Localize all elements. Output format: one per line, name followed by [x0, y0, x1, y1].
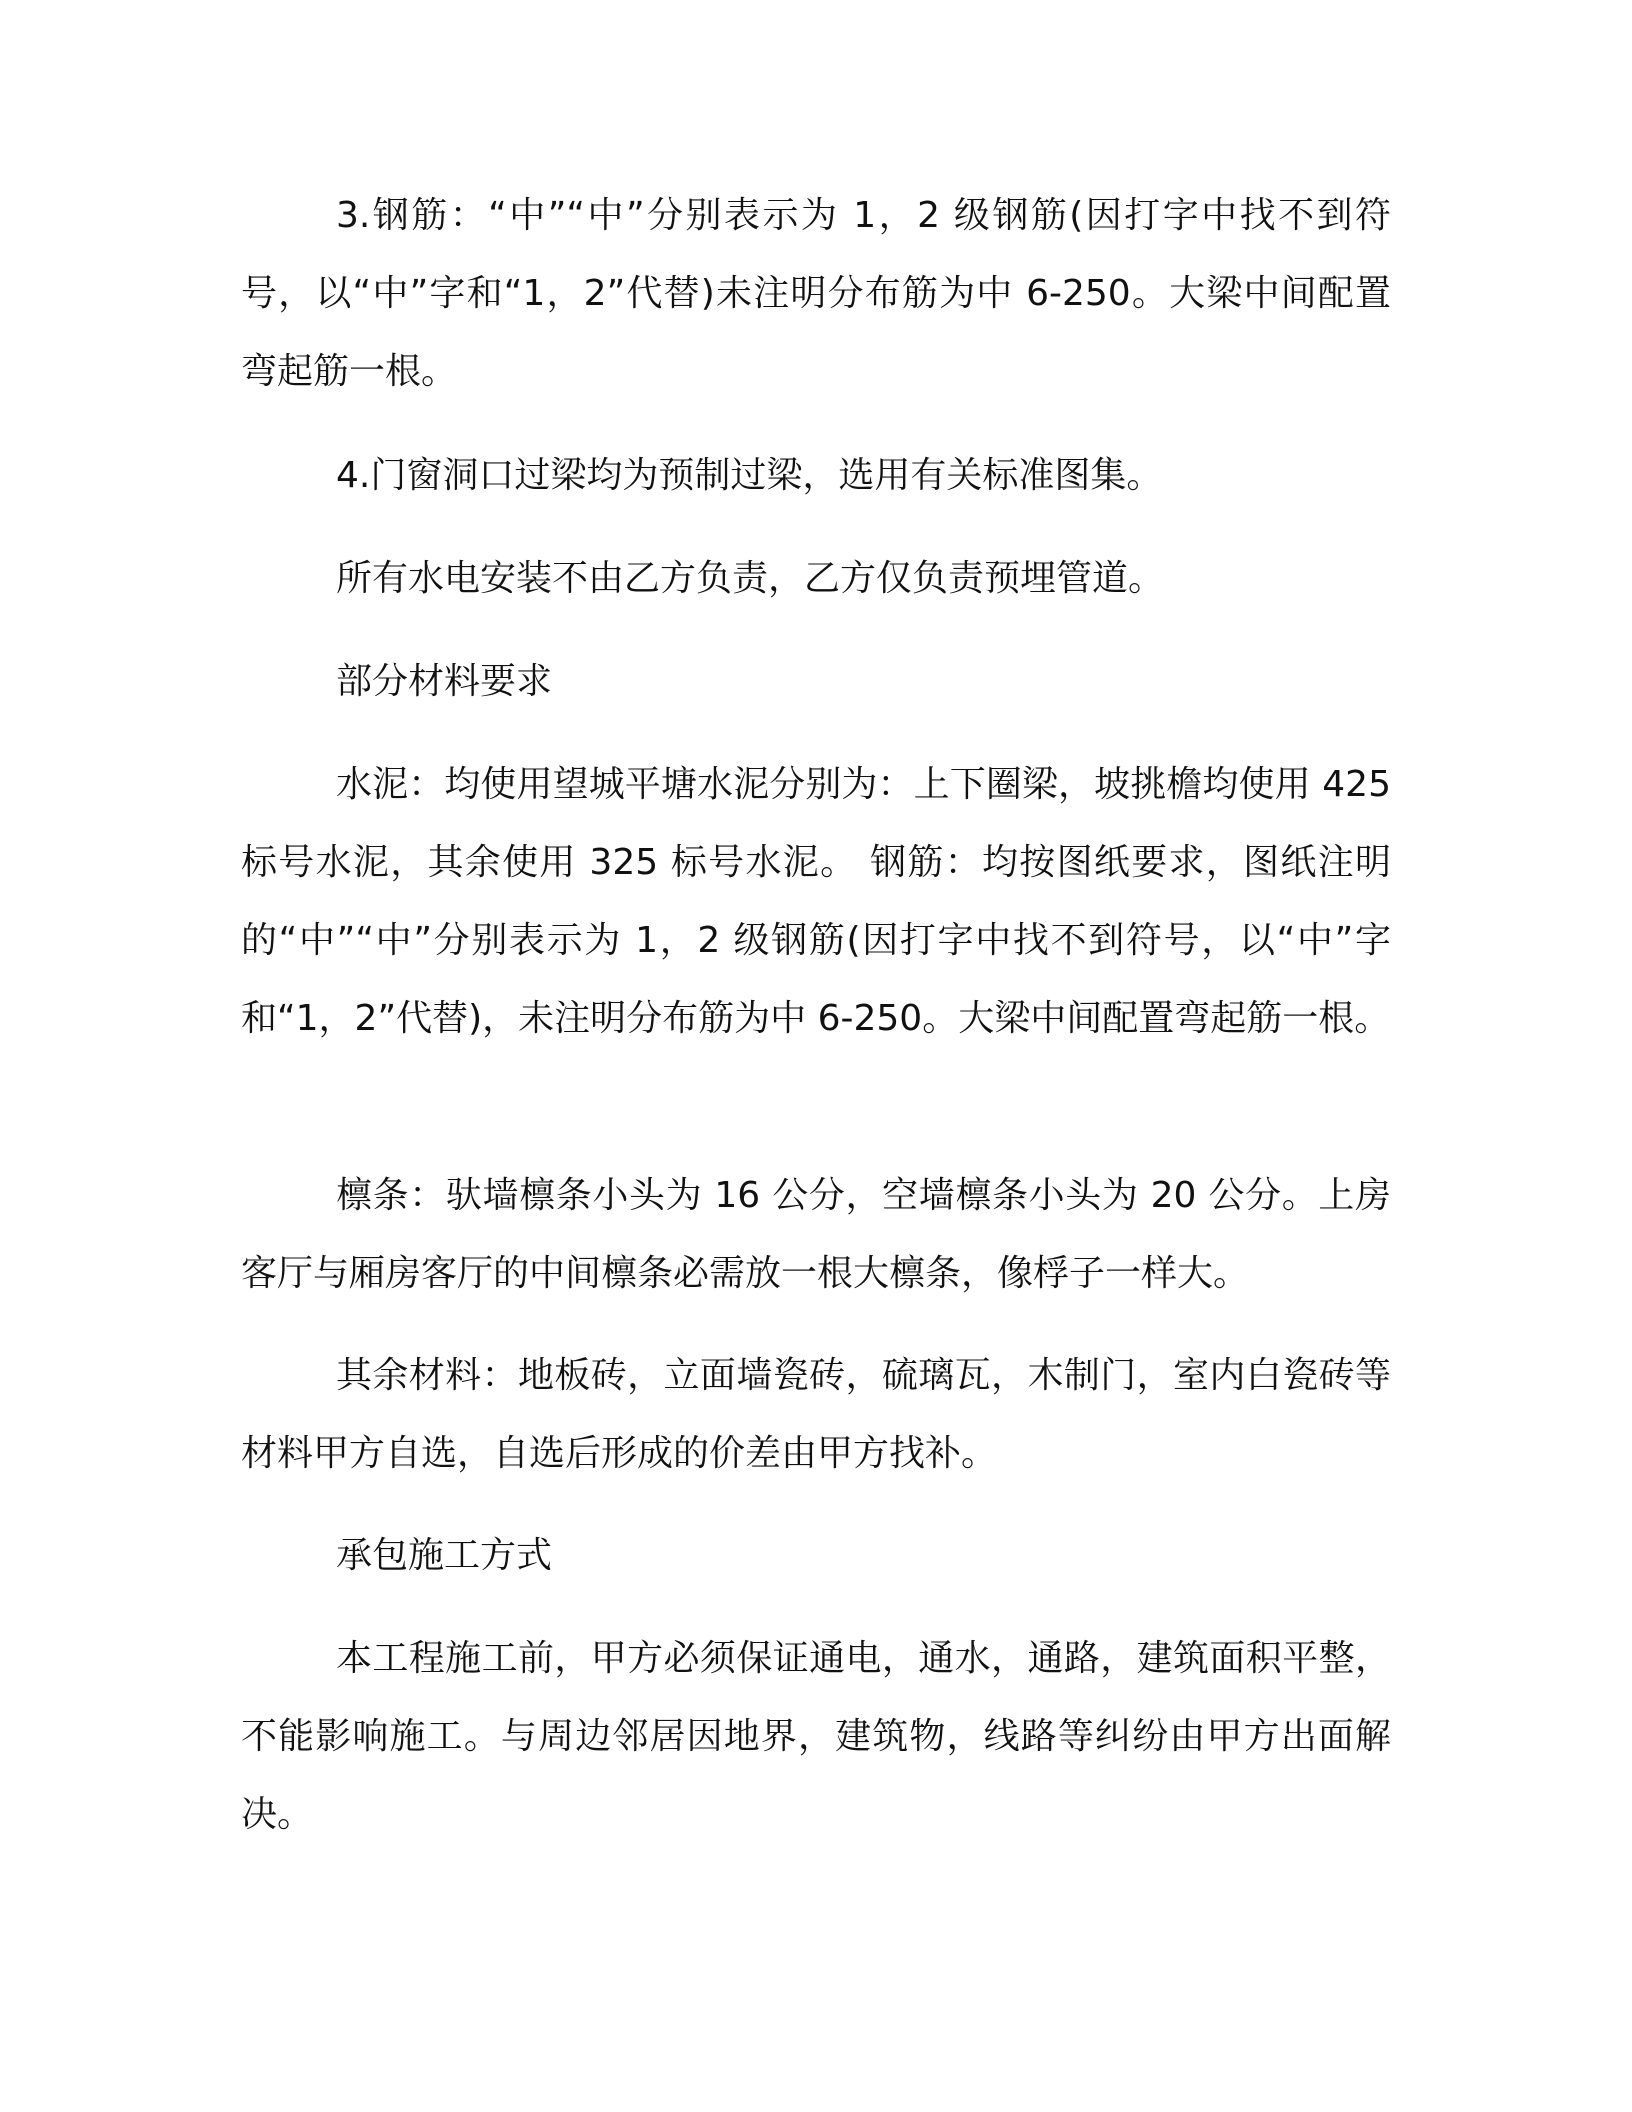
paragraph-rebar: 3.钢筋：“中”“中”分别表示为 1，2 级钢筋(因打字中找不到符号，以“中”字和“1，2”代替)未注明分布筋为中 6-250。大梁中间配置弯起筋一根。: [241, 195, 1391, 392]
paragraph-lintels: 4.门窗洞口过梁均为预制过梁，选用有关标准图集。: [336, 455, 1163, 496]
paragraph-purlins: 檩条：驮墙檩条小头为 16 公分，空墙檩条小头为 20 公分。上房客厅与厢房客厅的中间檩条必需放一根大檩条，像桴子一样大。: [241, 1175, 1391, 1294]
heading-material-requirements: 部分材料要求: [336, 661, 553, 702]
paragraph-utilities: 所有水电安装不由乙方负责，乙方仅负责预埋管道。: [336, 558, 1165, 599]
paragraph-site-preparation: 本工程施工前，甲方必须保证通电，通水，通路，建筑面积平整，不能影响施工。与周边邻居因地界，建筑物，线路等纠纷由甲方出面解决。: [241, 1638, 1391, 1835]
paragraph-other-materials: 其余材料：地板砖，立面墙瓷砖，硫璃瓦，木制门，室内白瓷砖等材料甲方自选，自选后形成的价差由甲方找补。: [241, 1355, 1391, 1474]
paragraph-cement: 水泥：均使用望城平塘水泥分别为：上下圈梁，坡挑檐均使用 425 标号水泥，其余使用 325 标号水泥。 钢筋：均按图纸要求，图纸注明的“中”“中”分别表示为 1，2 级钢筋(因打字中找不到符号，以“中”字和“1，2”代替)，未注明分布筋为中 6-250。大梁中间配置弯起筋一根。: [241, 764, 1391, 1039]
heading-construction-method: 承包施工方式: [336, 1535, 553, 1576]
